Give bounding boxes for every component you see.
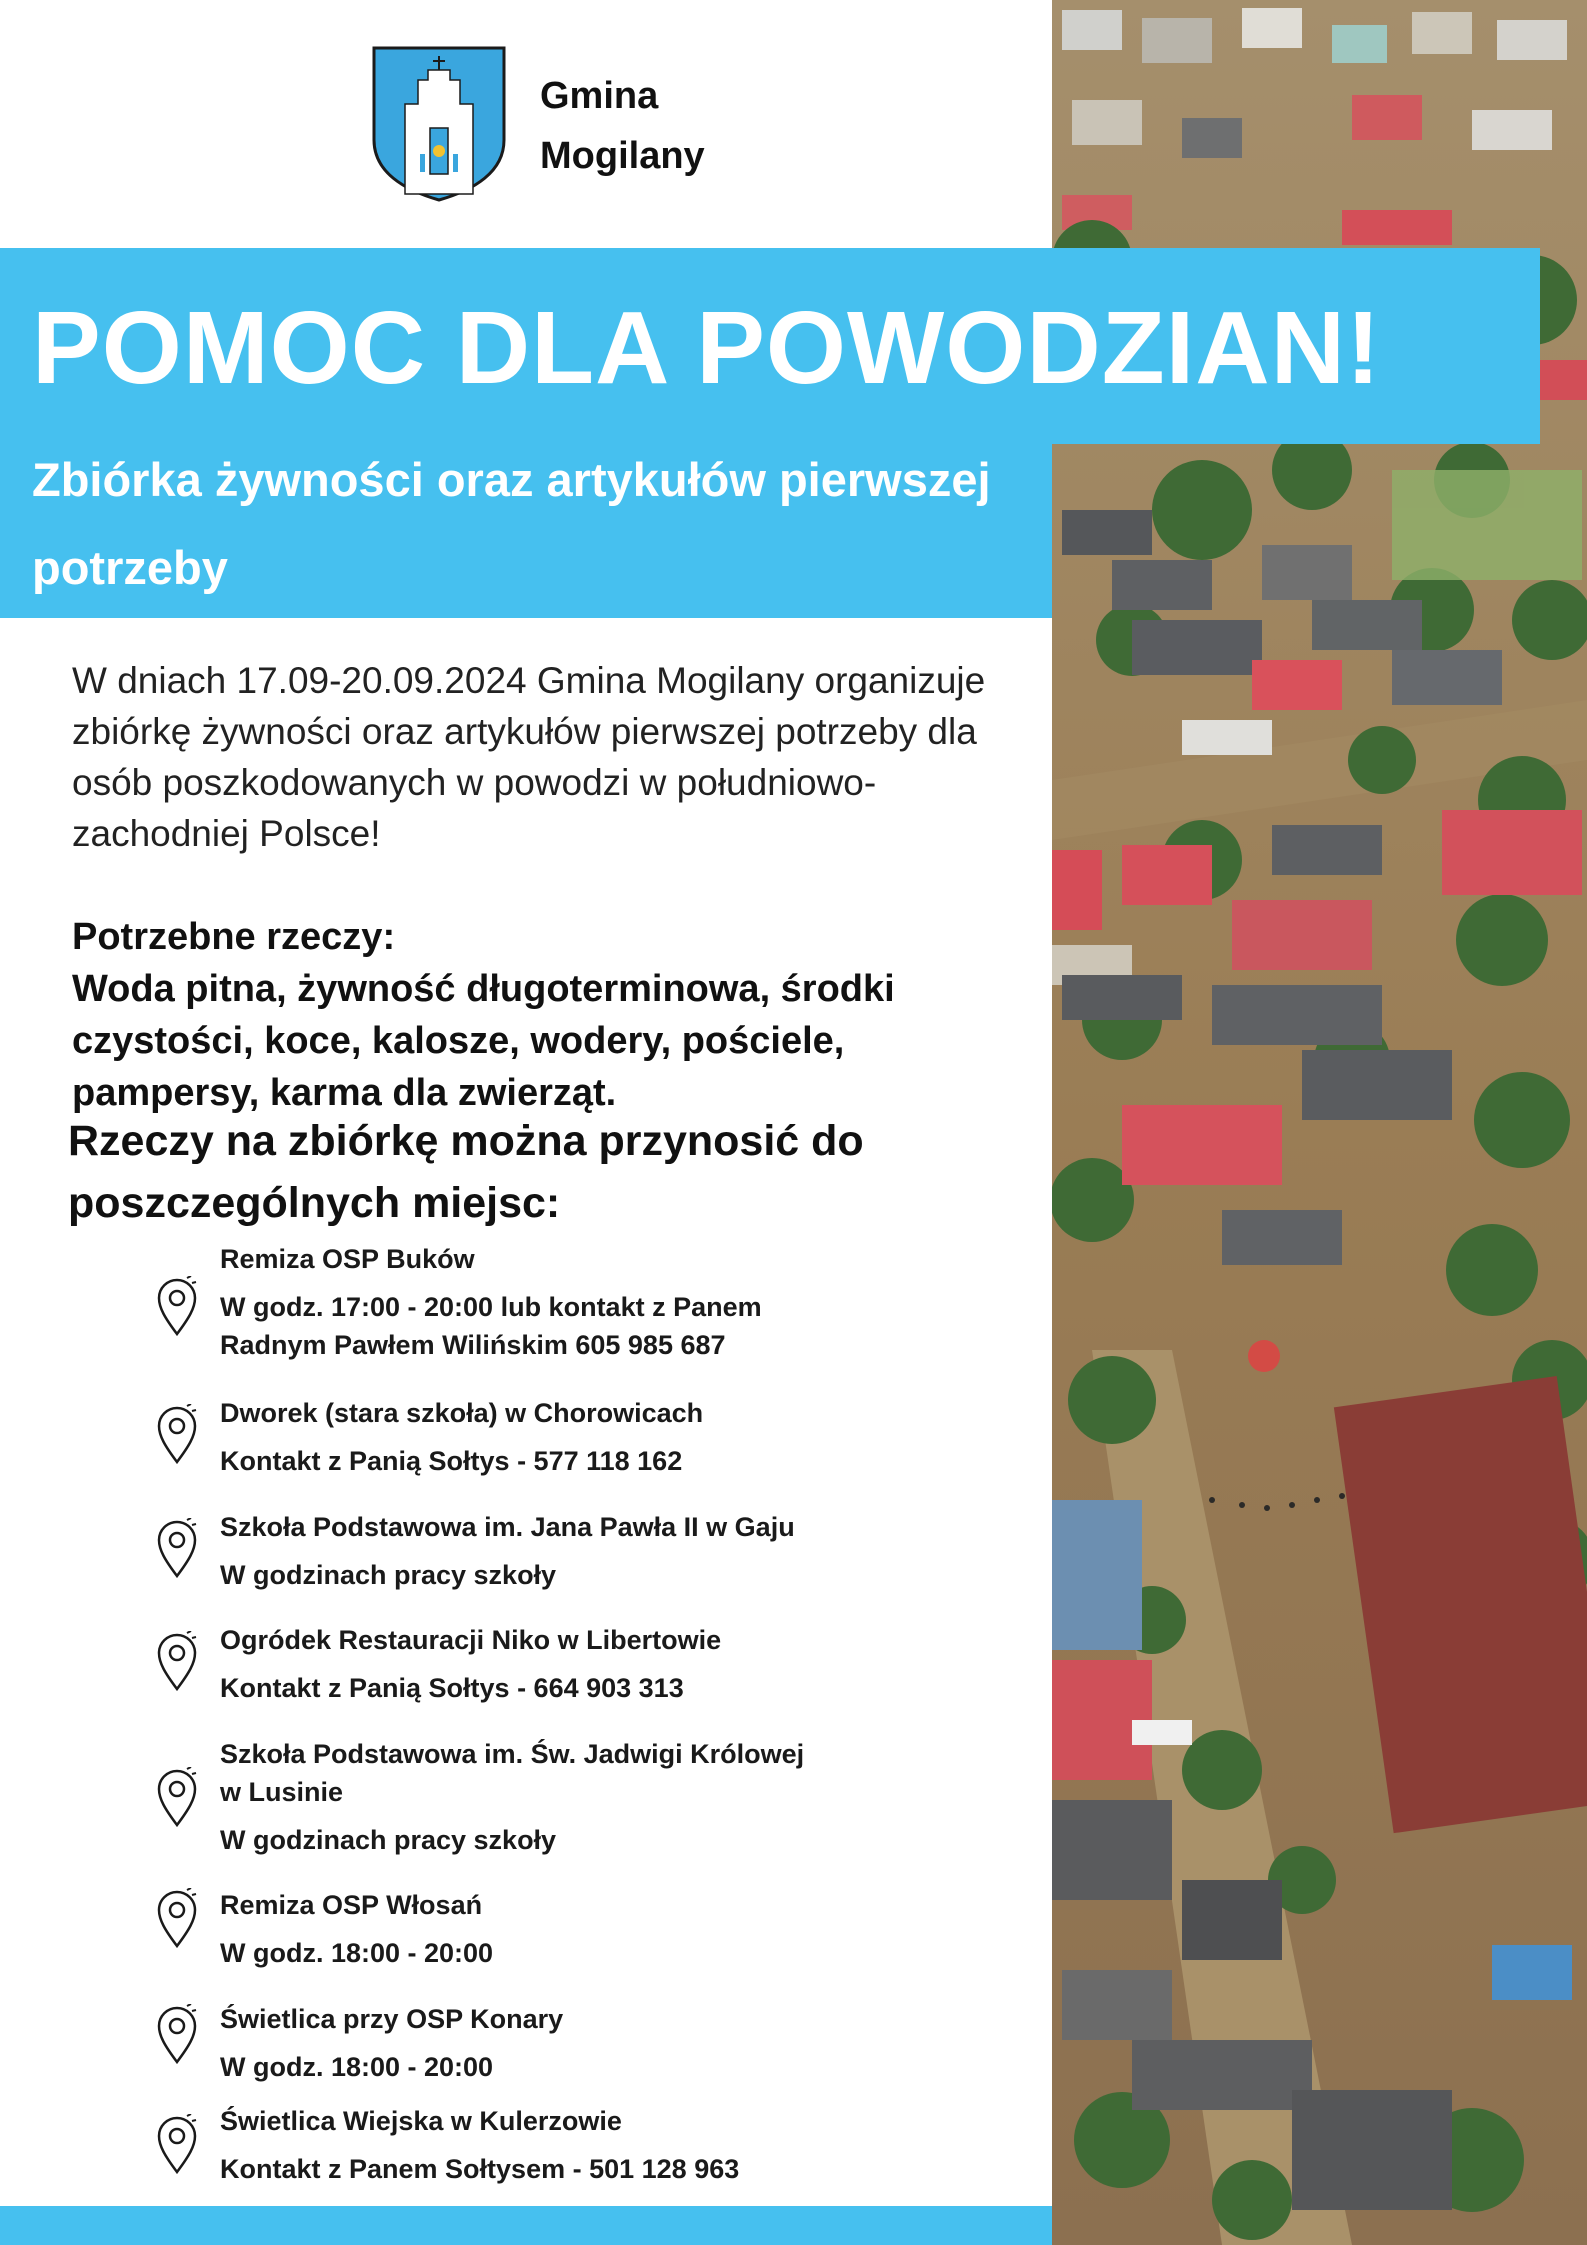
location-detail: Kontakt z Panem Sołtysem - 501 128 963 (220, 2154, 740, 2184)
needs-block (72, 911, 1002, 1119)
location-detail: Kontakt z Panią Sołtys - 664 903 313 (220, 1673, 684, 1703)
location-pin-icon (155, 1767, 199, 1829)
location-pin-icon (155, 1404, 199, 1466)
places-heading: Rzeczy na zbiórkę można przynosić do poszczególnych miejsc: (68, 1117, 864, 1227)
location-pin-icon (155, 1518, 199, 1580)
municipality-coat-of-arms-logo (370, 44, 508, 202)
needs-label: Potrzebne rzeczy: (72, 916, 396, 958)
location-pin-icon (155, 2114, 199, 2176)
location-detail: W godzinach pracy szkoły (220, 1560, 557, 1590)
location-name: Szkoła Podstawowa im. Św. Jadwigi Królowej (220, 1739, 805, 1769)
municipality-name (540, 66, 705, 186)
location-pin-icon (155, 1631, 199, 1693)
location-name: Świetlica przy OSP Konary (220, 2004, 564, 2034)
location-detail: W godz. 17:00 - 20:00 lub kontakt z Panem (220, 1292, 762, 1322)
intro-paragraph: W dniach 17.09-20.09.2024 Gmina Mogilany organizuje zbiórkę żywności oraz artykułów pierwszej potrzeby dla osób poszkodowanych w powodzi w południowo-zachodniej Polsce! (72, 660, 986, 854)
location-name: Szkoła Podstawowa im. Jana Pawła II w Gaju (220, 1512, 795, 1542)
location-detail-2: Radnym Pawłem Wilińskim 605 985 687 (220, 1330, 726, 1360)
location-detail: Kontakt z Panią Sołtys - 577 118 162 (220, 1446, 683, 1476)
location-pin-icon (155, 1888, 199, 1950)
brand-line-1: Gmina (540, 75, 659, 117)
location-pin-icon (155, 1276, 199, 1338)
location-detail: W godzinach pracy szkoły (220, 1825, 557, 1855)
location-detail: W godz. 18:00 - 20:00 (220, 1938, 494, 1968)
location-name-2: w Lusinie (220, 1777, 344, 1807)
page-title: POMOC DLA POWODZIAN! (32, 290, 1382, 405)
location-name: Ogródek Restauracji Niko w Libertowie (220, 1625, 722, 1655)
location-name: Remiza OSP Buków (220, 1244, 475, 1274)
needs-list: Woda pitna, żywność długoterminowa, środki czystości, koce, kalosze, wodery, pościele, pampersy, karma dla zwierząt. (72, 968, 895, 1114)
footer-bar (0, 2206, 1052, 2245)
location-name: Świetlica Wiejska w Kulerzowie (220, 2106, 622, 2136)
page-subtitle: Zbiórka żywności oraz artykułów pierwszej potrzeby (32, 453, 991, 594)
location-name: Dworek (stara szkoła) w Chorowicach (220, 1398, 704, 1428)
location-name: Remiza OSP Włosań (220, 1890, 483, 1920)
brand-line-2: Mogilany (540, 135, 705, 177)
location-pin-icon (155, 2004, 199, 2066)
location-detail: W godz. 18:00 - 20:00 (220, 2052, 494, 2082)
